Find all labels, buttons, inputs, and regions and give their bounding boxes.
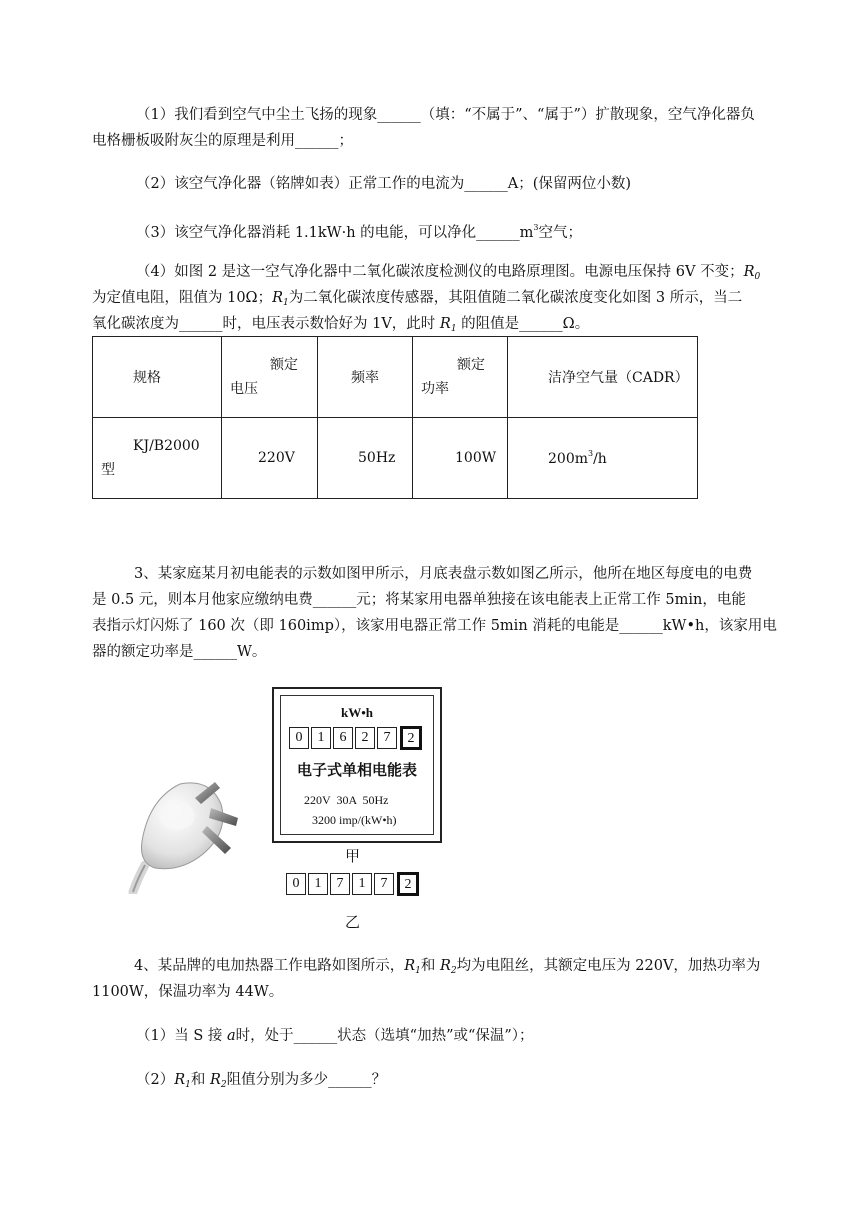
meter-digit: 7 [377, 727, 397, 749]
q2-part4-line3: 氧化碳浓度为______时，电压表示数恰好为 1V，此时 $R_1$ 的阻值是______Ω。 [92, 316, 590, 334]
meter-unit: kW•h [340, 705, 373, 720]
meter-digit: 1 [308, 873, 328, 895]
cell-voltage: 220V [222, 418, 318, 499]
q2-part4-line1: （4）如图 2 是这一空气净化器中二氧化碳浓度检测仪的电路原理图。电源电压保持 6V 不变；$R_0$ [136, 264, 761, 282]
header-cadr: 洁净空气量（CADR） [508, 337, 698, 418]
q3-line4: 器的额定功率是______W。 [92, 644, 267, 660]
q3-line3: 表指示灯闪烁了 160 次（即 160imp），该家用电器正常工作 5min 消耗的电能是______kW•h，该家用电 [92, 618, 777, 634]
header-rated-power: 额定 功率 [413, 337, 508, 418]
nameplate-table [92, 336, 698, 499]
meter-digit: 0 [286, 873, 306, 895]
q2-part4-line2: 为定值电阻，阻值为 10Ω；$R_1$为二氧化碳浓度传感器，其阻值随二氧化碳浓度变化如图 3 所示，当二 [92, 290, 743, 308]
meter-digit: 2 [401, 727, 421, 749]
q4-part1: （1）当 S 接 a时，处于______状态（选填“加热”或“保温”）； [136, 1028, 534, 1044]
meter-name: 电子式单相电能表 [296, 762, 417, 779]
q4-line2: 1100W，保温功率为 44W。 [92, 984, 284, 1000]
meter-digit: 7 [330, 873, 350, 895]
cell-power: 100W [413, 418, 508, 499]
q4-line1: 4、某品牌的电加热器工作电路如图所示，$R_1$和 $R_2$均为电阻丝，其额定电压为 220V，加热功率为 [134, 958, 761, 976]
q2-part1-line2: 电格栅板吸附灰尘的原理是利用______； [92, 133, 353, 149]
meter-end-digits [286, 873, 420, 895]
meter-digit: 2 [355, 727, 375, 749]
header-model: 规格 [93, 337, 222, 418]
q3-line1: 3、某家庭某月初电能表的示数如图甲所示，月底表盘示数如图乙所示，他所在地区每度电的电费 [134, 566, 753, 582]
meter-spec: 220V 30A 50Hz [304, 793, 389, 807]
label-yi: 乙 [345, 913, 361, 931]
table-row [93, 418, 698, 499]
meter-digit: 1 [311, 727, 331, 749]
meter-digit: 2 [398, 873, 418, 895]
q4-part2: $(2)R_1$和 $R_2$阻值分别为多少______？ [136, 1072, 387, 1090]
meter-start-digits [289, 727, 423, 749]
meter-digit: 6 [333, 727, 353, 749]
table-header-row [93, 337, 698, 418]
q2-part3: （3）该空气净化器消耗 1.1kW·h 的电能，可以净化$\_\_\_\_\_\_m^3$空气； [136, 223, 582, 241]
plug-icon [125, 770, 245, 894]
meter-digit: 7 [374, 873, 394, 895]
header-rated-voltage: 额定 电压 [222, 337, 318, 418]
q2-part2: （2）该空气净化器（铭牌如表）正常工作的电流为______A；(保留两位小数) [136, 176, 632, 192]
cell-frequency: 50Hz [318, 418, 413, 499]
meter-constant: 3200 imp/(kW•h) [312, 813, 397, 827]
meter-digit: 0 [289, 727, 309, 749]
meter-digit: 1 [352, 873, 372, 895]
energy-meter-start [272, 687, 442, 843]
label-jia: 甲 [345, 847, 361, 865]
q2-part1-line1: （1）我们看到空气中尘土飞扬的现象______（填：“不属于”、“属于”）扩散现象，空气净化器负 [136, 107, 755, 123]
header-frequency: 频率 [318, 337, 413, 418]
cell-cadr: $200m^3/h$ [508, 418, 698, 499]
q3-line2: 是 0.5 元，则本月他家应缴纳电费______元；将某家用电器单独接在该电能表上正常工作 5min，电能 [92, 592, 746, 608]
cell-model: KJ/B2000 型 [93, 418, 222, 499]
